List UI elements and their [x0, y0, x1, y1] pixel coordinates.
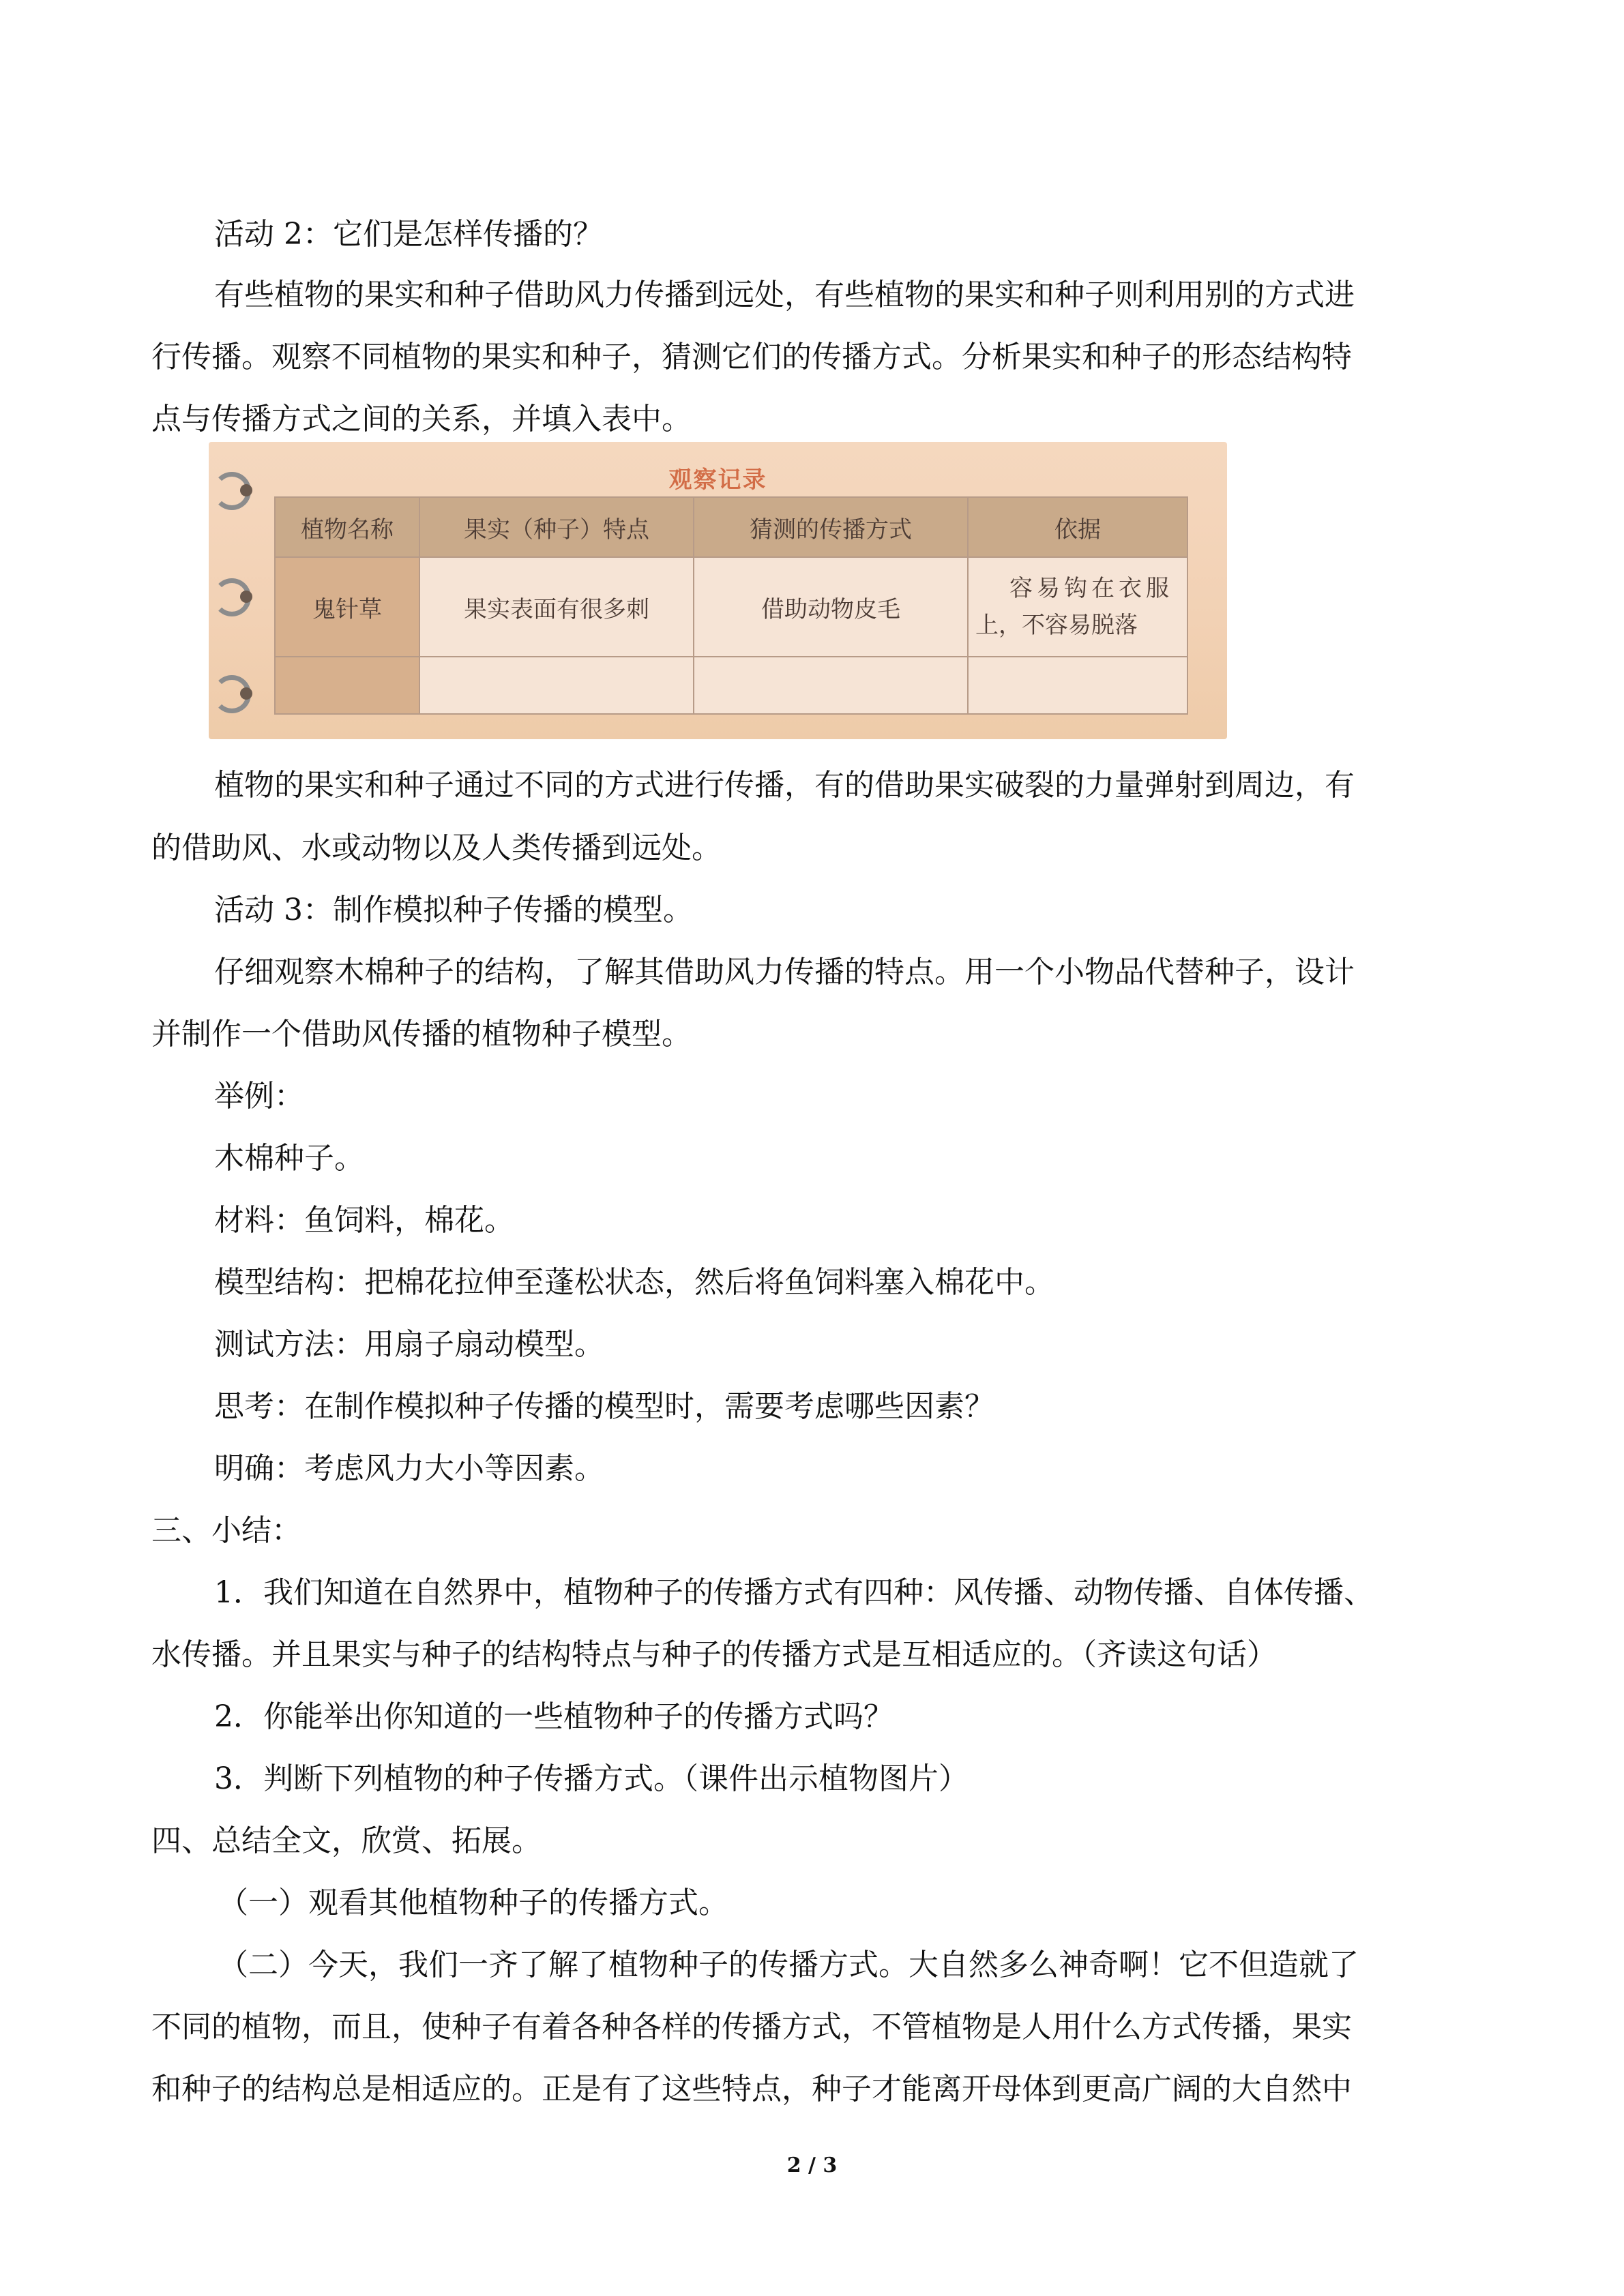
table-cell-empty: [275, 657, 419, 714]
paragraph-materials: 材料：鱼饲料，棉花。: [214, 1203, 514, 1238]
paragraph-dispersal-summary: 的借助风、水或动物以及人类传播到远处。: [151, 831, 722, 865]
section-heading-conclusion: 四、总结全文，欣赏、拓展。: [151, 1823, 542, 1858]
summary-item-1: 水传播。并且果实与种子的结构特点与种子的传播方式是互相适应的。（齐读这句话）: [151, 1637, 1277, 1672]
section-heading-summary: 三、小结：: [151, 1513, 301, 1548]
paragraph-dispersal-summary: 植物的果实和种子通过不同的方式进行传播，有的借助果实破裂的力量弹射到周边，有: [214, 768, 1355, 803]
binder-hole-icon: [240, 591, 252, 603]
table-cell-method: 借助动物皮毛: [694, 557, 968, 657]
table-header-cell: 果实（种子）特点: [419, 497, 694, 557]
page-number: 2 / 3: [786, 2153, 838, 2177]
summary-item-1: 1．我们知道在自然界中，植物种子的传播方式有四种：风传播、动物传播、自体传播、: [214, 1575, 1374, 1610]
table-cell-basis: [968, 557, 1187, 657]
binder-hole-icon: [240, 687, 252, 700]
paragraph-activity2-text: 点与传播方式之间的关系，并填入表中。: [151, 402, 692, 436]
conclusion-item-2: 和种子的结构总是相适应的。正是有了这些特点，种子才能离开母体到更高广阔的大自然中: [151, 2072, 1352, 2106]
conclusion-item-2: （二）今天，我们一齐了解了植物种子的传播方式。大自然多么神奇啊！它不但造就了: [218, 1948, 1359, 1982]
paragraph-activity2-text: 行传播。观察不同植物的果实和种子，猜测它们的传播方式。分析果实和种子的形态结构特: [151, 340, 1352, 374]
table-header-cell: 猜测的传播方式: [694, 497, 968, 557]
table-cell-empty: [968, 657, 1187, 714]
table-header-cell: 依据: [968, 497, 1187, 557]
basis-line: 上，不容易脱落: [975, 612, 1138, 639]
table-header-cell: 植物名称: [275, 497, 419, 557]
table-row-empty: [275, 657, 1187, 714]
table-cell-plant-name: 鬼针草: [275, 557, 419, 657]
paragraph-clarify: 明确：考虑风力大小等因素。: [214, 1451, 604, 1486]
paragraph-activity3-text: 并制作一个借助风传播的植物种子模型。: [151, 1017, 692, 1052]
summary-item-3: 3．判断下列植物的种子传播方式。（课件出示植物图片）: [214, 1761, 969, 1796]
paragraph-activity3-text: 仔细观察木棉种子的结构，了解其借助风力传播的特点。用一个小物品代替种子，设计: [214, 955, 1355, 989]
conclusion-item-1: （一）观看其他植物种子的传播方式。: [218, 1885, 728, 1920]
paragraph-model-structure: 模型结构：把棉花拉伸至蓬松状态，然后将鱼饲料塞入棉花中。: [214, 1265, 1054, 1300]
table-header-row: [275, 497, 1187, 557]
paragraph-test-method: 测试方法：用扇子扇动模型。: [214, 1327, 604, 1362]
conclusion-item-2: 不同的植物，而且，使种子有着各种各样的传播方式，不管植物是人用什么方式传播，果实: [151, 2010, 1352, 2044]
paragraph-activity2-text: 有些植物的果实和种子借助风力传播到远处，有些植物的果实和种子则利用别的方式进: [214, 278, 1355, 312]
table-cell-empty: [694, 657, 968, 714]
basis-line: 容易钩在衣服: [1009, 575, 1173, 602]
paragraph-example: 木棉种子。: [214, 1141, 364, 1176]
table-cell-feature: 果实表面有很多刺: [419, 557, 694, 657]
paragraph-activity2-title: 活动 2：它们是怎样传播的？: [214, 217, 603, 252]
table-cell-empty: [419, 657, 694, 714]
observation-table: [274, 496, 1188, 715]
paragraph-activity3-title: 活动 3：制作模拟种子传播的模型。: [214, 893, 693, 927]
paragraph-think: 思考：在制作模拟种子传播的模型时，需要考虑哪些因素？: [214, 1389, 994, 1424]
table-row: [275, 557, 1187, 657]
paragraph-example-label: 举例：: [214, 1079, 304, 1114]
observation-record-title: 观察记录: [668, 466, 767, 494]
observation-record-figure: [209, 442, 1227, 739]
summary-item-2: 2．你能举出你知道的一些植物种子的传播方式吗？: [214, 1699, 894, 1734]
